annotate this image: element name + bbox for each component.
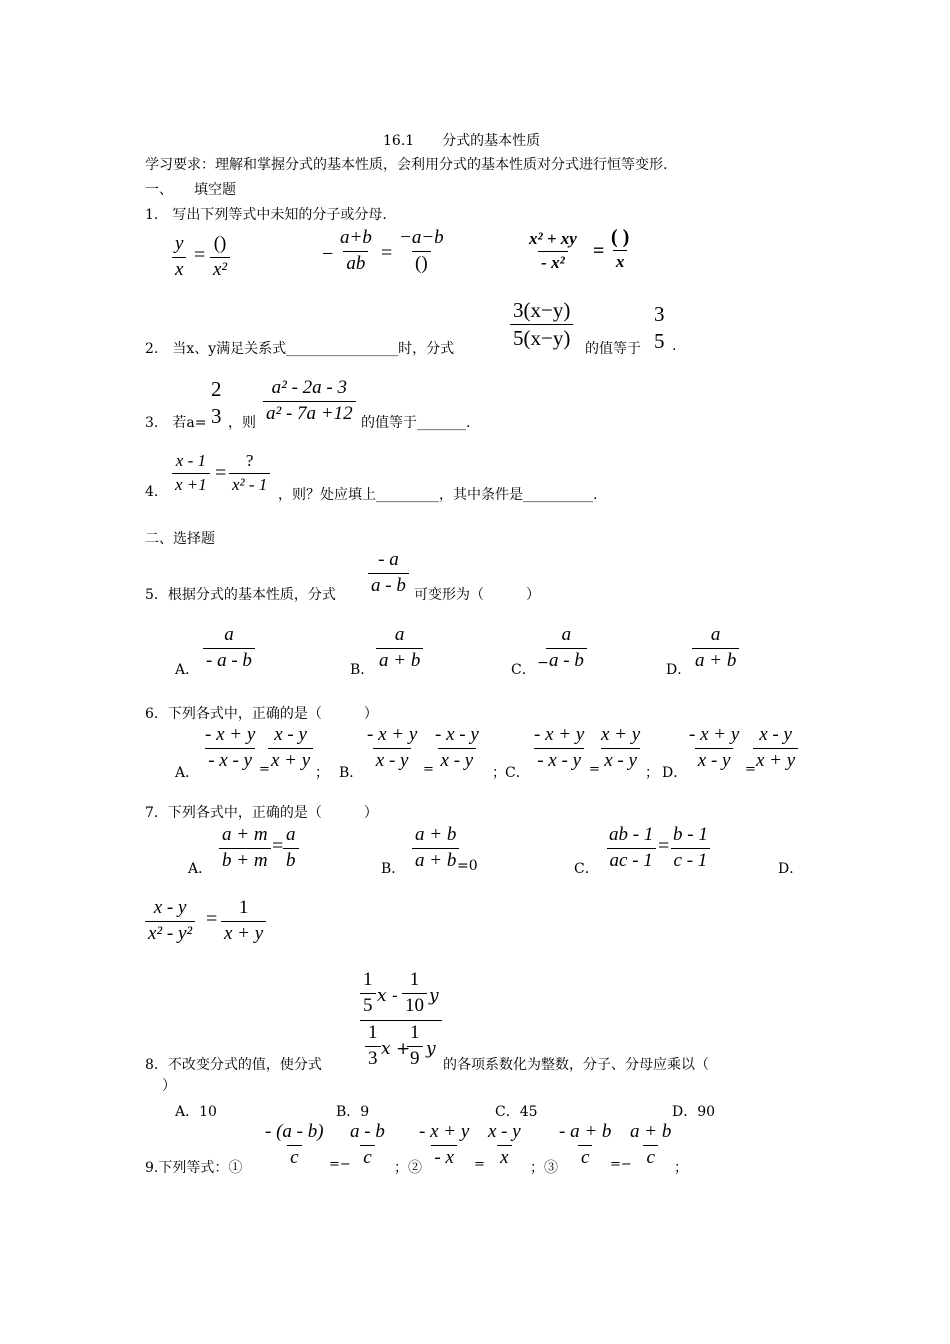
numerator: - a (378, 549, 399, 570)
equals-sign: = (658, 835, 670, 857)
q4-blank-2[interactable]: __________ (523, 487, 593, 503)
q7-option-d[interactable]: D． (778, 861, 804, 877)
q2-post: 的值等于 (585, 341, 641, 357)
q1-e2-lhs (337, 228, 375, 275)
q8-denominator (360, 1020, 442, 1071)
numerator: x + y (601, 724, 641, 745)
numerator: x - y (759, 724, 792, 745)
q4-rhs (229, 452, 270, 494)
q8-numerator (360, 970, 442, 1020)
q9-e2-left (416, 1122, 472, 1169)
q7-c-right (670, 825, 711, 872)
denominator: x + y (221, 921, 266, 945)
learning-requirement: 学习要求：理解和掌握分式的基本性质，会利用分式的基本性质对分式进行恒等变形. (145, 157, 668, 173)
q9-e2-right (485, 1122, 524, 1169)
q8-option-b[interactable]: B．9 (336, 1104, 370, 1120)
equals-sign: = (259, 762, 270, 777)
q5-option-c[interactable]: C． (511, 662, 536, 678)
q3-blank[interactable]: _______ (417, 415, 466, 431)
page-title: 16.1 分式的基本性质 (383, 133, 541, 149)
denominator: - x (431, 1145, 457, 1169)
q4-suffix: ，则？处应填上 (278, 487, 376, 503)
denominator: - x - y (205, 748, 255, 772)
numerator: x - y (153, 897, 187, 918)
q7-c-left (606, 825, 656, 872)
equals-sign: = (381, 242, 393, 264)
q2-prefix: 2. 当x、y满足关系式 (145, 341, 287, 357)
q5-option-a-fraction (203, 625, 255, 672)
numerator: - x - y (435, 724, 479, 745)
numerator: - (a - b) (265, 1121, 324, 1142)
numerator: - x + y (419, 1121, 470, 1142)
numerator: a (710, 624, 721, 645)
q6-option-d[interactable]: D． (662, 765, 688, 781)
q3-period: . (466, 415, 471, 431)
q8-prefix: 8．不改变分式的值，使分式 (145, 1057, 322, 1073)
q4-text (278, 484, 597, 504)
q9-e3-right (627, 1122, 674, 1169)
q6-option-a[interactable]: A． (175, 765, 200, 781)
denominator: x (613, 250, 628, 272)
q4-prefix: 4. (145, 484, 159, 500)
q6-d-right (753, 725, 798, 772)
q6-c-left (531, 725, 587, 772)
q4-mid: ，其中条件是 (439, 487, 523, 503)
numerator: 1 (409, 969, 420, 990)
numerator: - a + b (559, 1121, 612, 1142)
q2-blank[interactable]: ________________ (286, 341, 399, 357)
denominator: c (287, 1145, 301, 1169)
q2-fraction (510, 299, 573, 350)
equals-sign: = (194, 244, 206, 266)
numerator: a - b (350, 1121, 385, 1142)
q4-period: . (593, 487, 598, 503)
q2-period: . (672, 338, 677, 354)
denominator: x - y (695, 748, 734, 772)
denominator: x - y (601, 748, 640, 772)
denominator: a + b (376, 648, 423, 672)
q6-a-left (202, 725, 258, 772)
q6-option-c[interactable]: C． (505, 765, 530, 781)
equals-sign: = (474, 1157, 485, 1172)
circled-3: ③ (544, 1160, 558, 1176)
numerator: 1 (368, 1022, 378, 1043)
q6-c-right (598, 725, 643, 772)
denominator: 3 (211, 404, 222, 429)
denominator: a - b (368, 573, 409, 597)
q6-b-left (364, 725, 420, 772)
q7-text: 7．下列各式中，正确的是（ ） (145, 805, 378, 821)
q2-text (145, 338, 454, 358)
denominator: x (172, 257, 186, 281)
q2-mid: 时，分式 (398, 341, 455, 357)
denominator: x (497, 1145, 511, 1169)
q6-option-b[interactable]: B． (339, 765, 364, 781)
q8-option-a[interactable]: A．10 (175, 1104, 217, 1120)
coef-1-3 (365, 1023, 381, 1070)
denominator: a - b (546, 648, 587, 672)
q3-mid: ，则 (228, 415, 256, 431)
denominator: 5 (654, 329, 665, 354)
denominator: - a - b (203, 648, 255, 672)
numerator: a + m (222, 824, 268, 845)
numerator: a² - 2a - 3 (271, 377, 347, 398)
numerator: x - 1 (175, 451, 206, 470)
numerator: - x + y (205, 724, 256, 745)
denominator: ac - 1 (607, 848, 656, 872)
numerator: a+b (340, 227, 372, 248)
equals-sign: =− (610, 1157, 632, 1172)
denominator: x - y (438, 748, 477, 772)
denominator: x² - 1 (229, 473, 270, 495)
q2-value (651, 303, 668, 353)
q6-text: 6．下列各式中，正确的是（ ） (145, 706, 378, 722)
denominator: a + b (692, 648, 739, 672)
minus-sign: − (322, 243, 334, 265)
denominator: c (360, 1145, 374, 1169)
q5-prefix: 5．根据分式的基本性质，分式 (145, 587, 336, 603)
denominator: c (578, 1145, 592, 1169)
numerator: - x + y (367, 724, 418, 745)
q7-b-value: =0 (457, 858, 478, 874)
denominator: ab (343, 251, 368, 275)
coef-1-5 (360, 970, 376, 1017)
numerator: a (394, 624, 405, 645)
q6-d-left (686, 725, 742, 772)
circled-2: ② (408, 1160, 422, 1176)
numerator: −a−b (399, 227, 444, 248)
q1-e1-lhs (172, 234, 186, 281)
q7-d-right (221, 898, 266, 945)
q4-blank-1[interactable]: _________ (376, 487, 439, 503)
q5-option-d[interactable]: D． (666, 662, 692, 678)
numerator: x - y (488, 1121, 521, 1142)
numerator: a (286, 824, 296, 845)
separator: ； (645, 765, 659, 781)
denominator: a² - 7a +12 (263, 401, 356, 425)
numerator: b - 1 (673, 824, 708, 845)
denominator: - x² (538, 251, 568, 273)
denominator: () (412, 251, 431, 275)
q1-text: 1. 写出下列等式中未知的分子或分母. (145, 207, 387, 223)
q7-option-b[interactable]: B． (381, 861, 406, 877)
q3-fraction (263, 378, 356, 425)
equals-sign: = (423, 762, 434, 777)
numerator: y (175, 233, 184, 254)
numerator: 2 (211, 377, 222, 401)
denominator: 5 (360, 993, 376, 1017)
q5-fraction (368, 550, 409, 597)
denominator: x + y (753, 748, 798, 772)
denominator: x - y (373, 748, 412, 772)
q1-e2-rhs (396, 228, 447, 275)
separator: ； (394, 1160, 408, 1176)
equals-sign: =− (329, 1157, 351, 1172)
denominator: 9 (407, 1046, 423, 1070)
q7-a-left (219, 825, 271, 872)
q7-option-a[interactable]: A． (188, 861, 213, 877)
equals-sign: = (593, 240, 605, 262)
q8-close: ） (162, 1078, 176, 1094)
q9-e1-left (262, 1122, 327, 1169)
q5-suffix: 可变形为（ ） (414, 587, 540, 603)
numerator: ab - 1 (609, 824, 654, 845)
numerator: x² + xy (529, 229, 577, 248)
q9-e1-right (347, 1122, 388, 1169)
term-y: y (429, 986, 439, 1006)
q9-e3-left (556, 1122, 614, 1169)
numerator: 1 (238, 897, 249, 918)
separator: ； (674, 1160, 688, 1176)
numerator: - x + y (534, 724, 585, 745)
q6-b-right (432, 725, 482, 772)
equals-sign: = (215, 462, 227, 484)
equals-sign: = (272, 835, 284, 857)
numerator: a + b (630, 1121, 672, 1142)
denominator: x + y (268, 748, 313, 772)
q3-a-value (208, 378, 225, 428)
denominator: x +1 (172, 473, 210, 495)
q7-d-left (145, 898, 195, 945)
equals-sign: = (745, 762, 756, 777)
numerator: a (224, 624, 234, 645)
numerator: ( ) (611, 226, 630, 248)
q1-e3-rhs (608, 226, 632, 272)
q3-suffix: 的值等于 (361, 415, 417, 431)
numerator: () (213, 233, 227, 254)
numerator: 1 (410, 1022, 420, 1043)
q1-e3-lhs (526, 230, 580, 272)
section-choice: 二、选择题 (145, 531, 215, 547)
coef-1-10 (402, 970, 427, 1017)
term-x: x + (381, 1039, 411, 1059)
q8-option-d[interactable]: D．90 (672, 1104, 716, 1120)
coef-1-9 (407, 1023, 423, 1070)
q3-post (361, 412, 470, 432)
separator: ； (492, 765, 506, 781)
separator: ； (315, 765, 329, 781)
numerator: a (561, 624, 572, 645)
q5-option-a[interactable]: A． (175, 662, 200, 678)
numerator: ? (245, 451, 254, 470)
q7-b-left (412, 825, 459, 872)
q7-option-c[interactable]: C． (574, 861, 599, 877)
denominator: x² (210, 257, 230, 281)
numerator: - x + y (689, 724, 740, 745)
separator: ； (530, 1160, 544, 1176)
equals-sign: = (589, 762, 600, 777)
section-fill-blank: 一、 填空题 (145, 182, 236, 198)
q5-option-c-fraction (546, 625, 587, 672)
denominator: 10 (402, 993, 427, 1017)
q8-complex-fraction (360, 970, 442, 1071)
denominator: - x - y (534, 748, 584, 772)
denominator: a + b (412, 848, 459, 872)
equals-sign: = (206, 908, 218, 930)
denominator: b + m (219, 848, 271, 872)
q9-prefix: 9.下列等式：① (145, 1160, 243, 1176)
numerator: 3 (654, 302, 665, 326)
denominator: x² - y² (145, 921, 195, 945)
q8-suffix: 的各项系数化为整数，分子、分母应乘以（ (443, 1057, 709, 1073)
q9-sep-2 (530, 1157, 558, 1177)
q8-option-c[interactable]: C．45 (495, 1104, 538, 1120)
q3-prefix: 3. 若a= (145, 415, 207, 431)
numerator: 1 (363, 969, 373, 990)
denominator: c - 1 (671, 848, 711, 872)
q6-a-right (268, 725, 313, 772)
q5-option-b-fraction (376, 625, 423, 672)
numerator: a + b (415, 824, 457, 845)
numerator: x - y (274, 724, 307, 745)
q5-option-b[interactable]: B． (350, 662, 375, 678)
q5-option-d-fraction (692, 625, 739, 672)
q1-e1-rhs (210, 234, 230, 281)
numerator: 3(x−y) (513, 298, 571, 322)
q7-a-right (283, 825, 299, 872)
denominator: 5(x−y) (510, 324, 573, 350)
denominator: c (643, 1145, 657, 1169)
denominator: b (283, 848, 299, 872)
denominator: 3 (365, 1046, 381, 1070)
term-x: x - (377, 986, 398, 1006)
term-y: y (426, 1039, 436, 1059)
q5-option-c-sign: − (537, 655, 549, 671)
q4-lhs (172, 452, 210, 494)
